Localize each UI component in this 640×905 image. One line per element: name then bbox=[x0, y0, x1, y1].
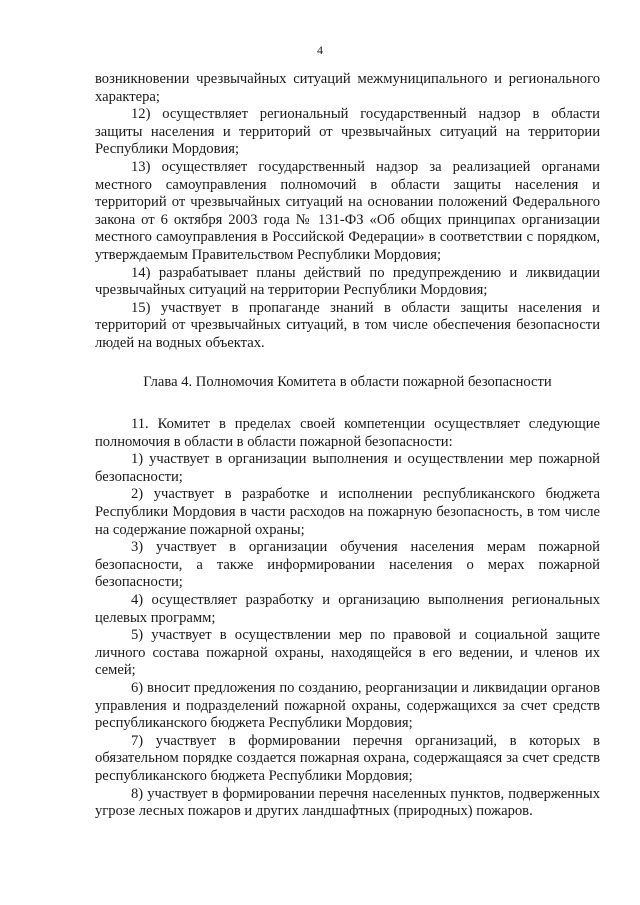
paragraphs-bottom bbox=[95, 416, 600, 821]
paragraph: 8) участвует в формировании перечня населенных пунктов, подверженных угрозе лесных пожаров и других ландшафтных (природных) пожаров. bbox=[95, 785, 600, 820]
paragraph: 5) участвует в осуществлении мер по правовой и социальной защите личного состава пожарной охраны, находящейся в его ведении, и членов их семей; bbox=[95, 627, 600, 679]
paragraph: 13) осуществляет государственный надзор за реализацией органами местного самоуправления полномочий в области защиты населения и территорий от чрезвычайных ситуаций на основании положений Федерального закона от 6 октября 2003 года № 131-ФЗ «Об общих принципах организации местного самоуправления в Российской Федерации» в соответствии с порядком, утверждаемым Правительством Республики Мордовия; bbox=[95, 158, 600, 263]
paragraph: 15) участвует в пропаганде знаний в области защиты населения и территорий от чрезвычайных ситуаций, в том числе обеспечения безопасности людей на водных объектах. bbox=[95, 299, 600, 351]
paragraph: 7) участвует в формировании перечня организаций, в которых в обязательном порядке создается пожарная охрана, содержащаяся за счет средств республиканского бюджета Республики Мордовия; bbox=[95, 732, 600, 784]
paragraph: 1) участвует в организации выполнения и осуществлении мер пожарной безопасности; bbox=[95, 451, 600, 485]
paragraph: 11. Комитет в пределах своей компетенции осуществляет следующие полномочия в области в области пожарной безопасности: bbox=[95, 416, 600, 450]
paragraph: 4) осуществляет разработку и организацию выполнения региональных целевых программ; bbox=[95, 592, 600, 626]
chapter-heading: Глава 4. Полномочия Комитета в области пожарной безопасности bbox=[143, 373, 552, 390]
paragraph: 14) разрабатывает планы действий по предупреждению и ликвидации чрезвычайных ситуаций на территории Республики Мордовия; bbox=[95, 264, 600, 299]
paragraph: возникновении чрезвычайных ситуаций межмуниципального и регионального характера; bbox=[95, 71, 600, 105]
paragraph: 3) участвует в организации обучения населения мерам пожарной безопасности, а также информировании населения о мерах пожарной безопасности; bbox=[95, 539, 600, 591]
paragraphs-top bbox=[95, 71, 600, 353]
paragraph: 12) осуществляет региональный государственный надзор в области защиты населения и территорий от чрезвычайных ситуаций на территории Республики Мордовия; bbox=[95, 106, 600, 158]
paragraph: 2) участвует в разработке и исполнении республиканского бюджета Республики Мордовия в части расходов на пожарную безопасность, в том числе на содержание пожарной охраны; bbox=[95, 486, 600, 538]
paragraph: 6) вносит предложения по созданию, реорганизации и ликвидации органов управления и подразделений пожарной охраны, содержащихся за счет средств республиканского бюджета Республики Мордовия; bbox=[95, 680, 600, 732]
page-number: 4 bbox=[317, 43, 323, 57]
document-body bbox=[95, 71, 600, 821]
